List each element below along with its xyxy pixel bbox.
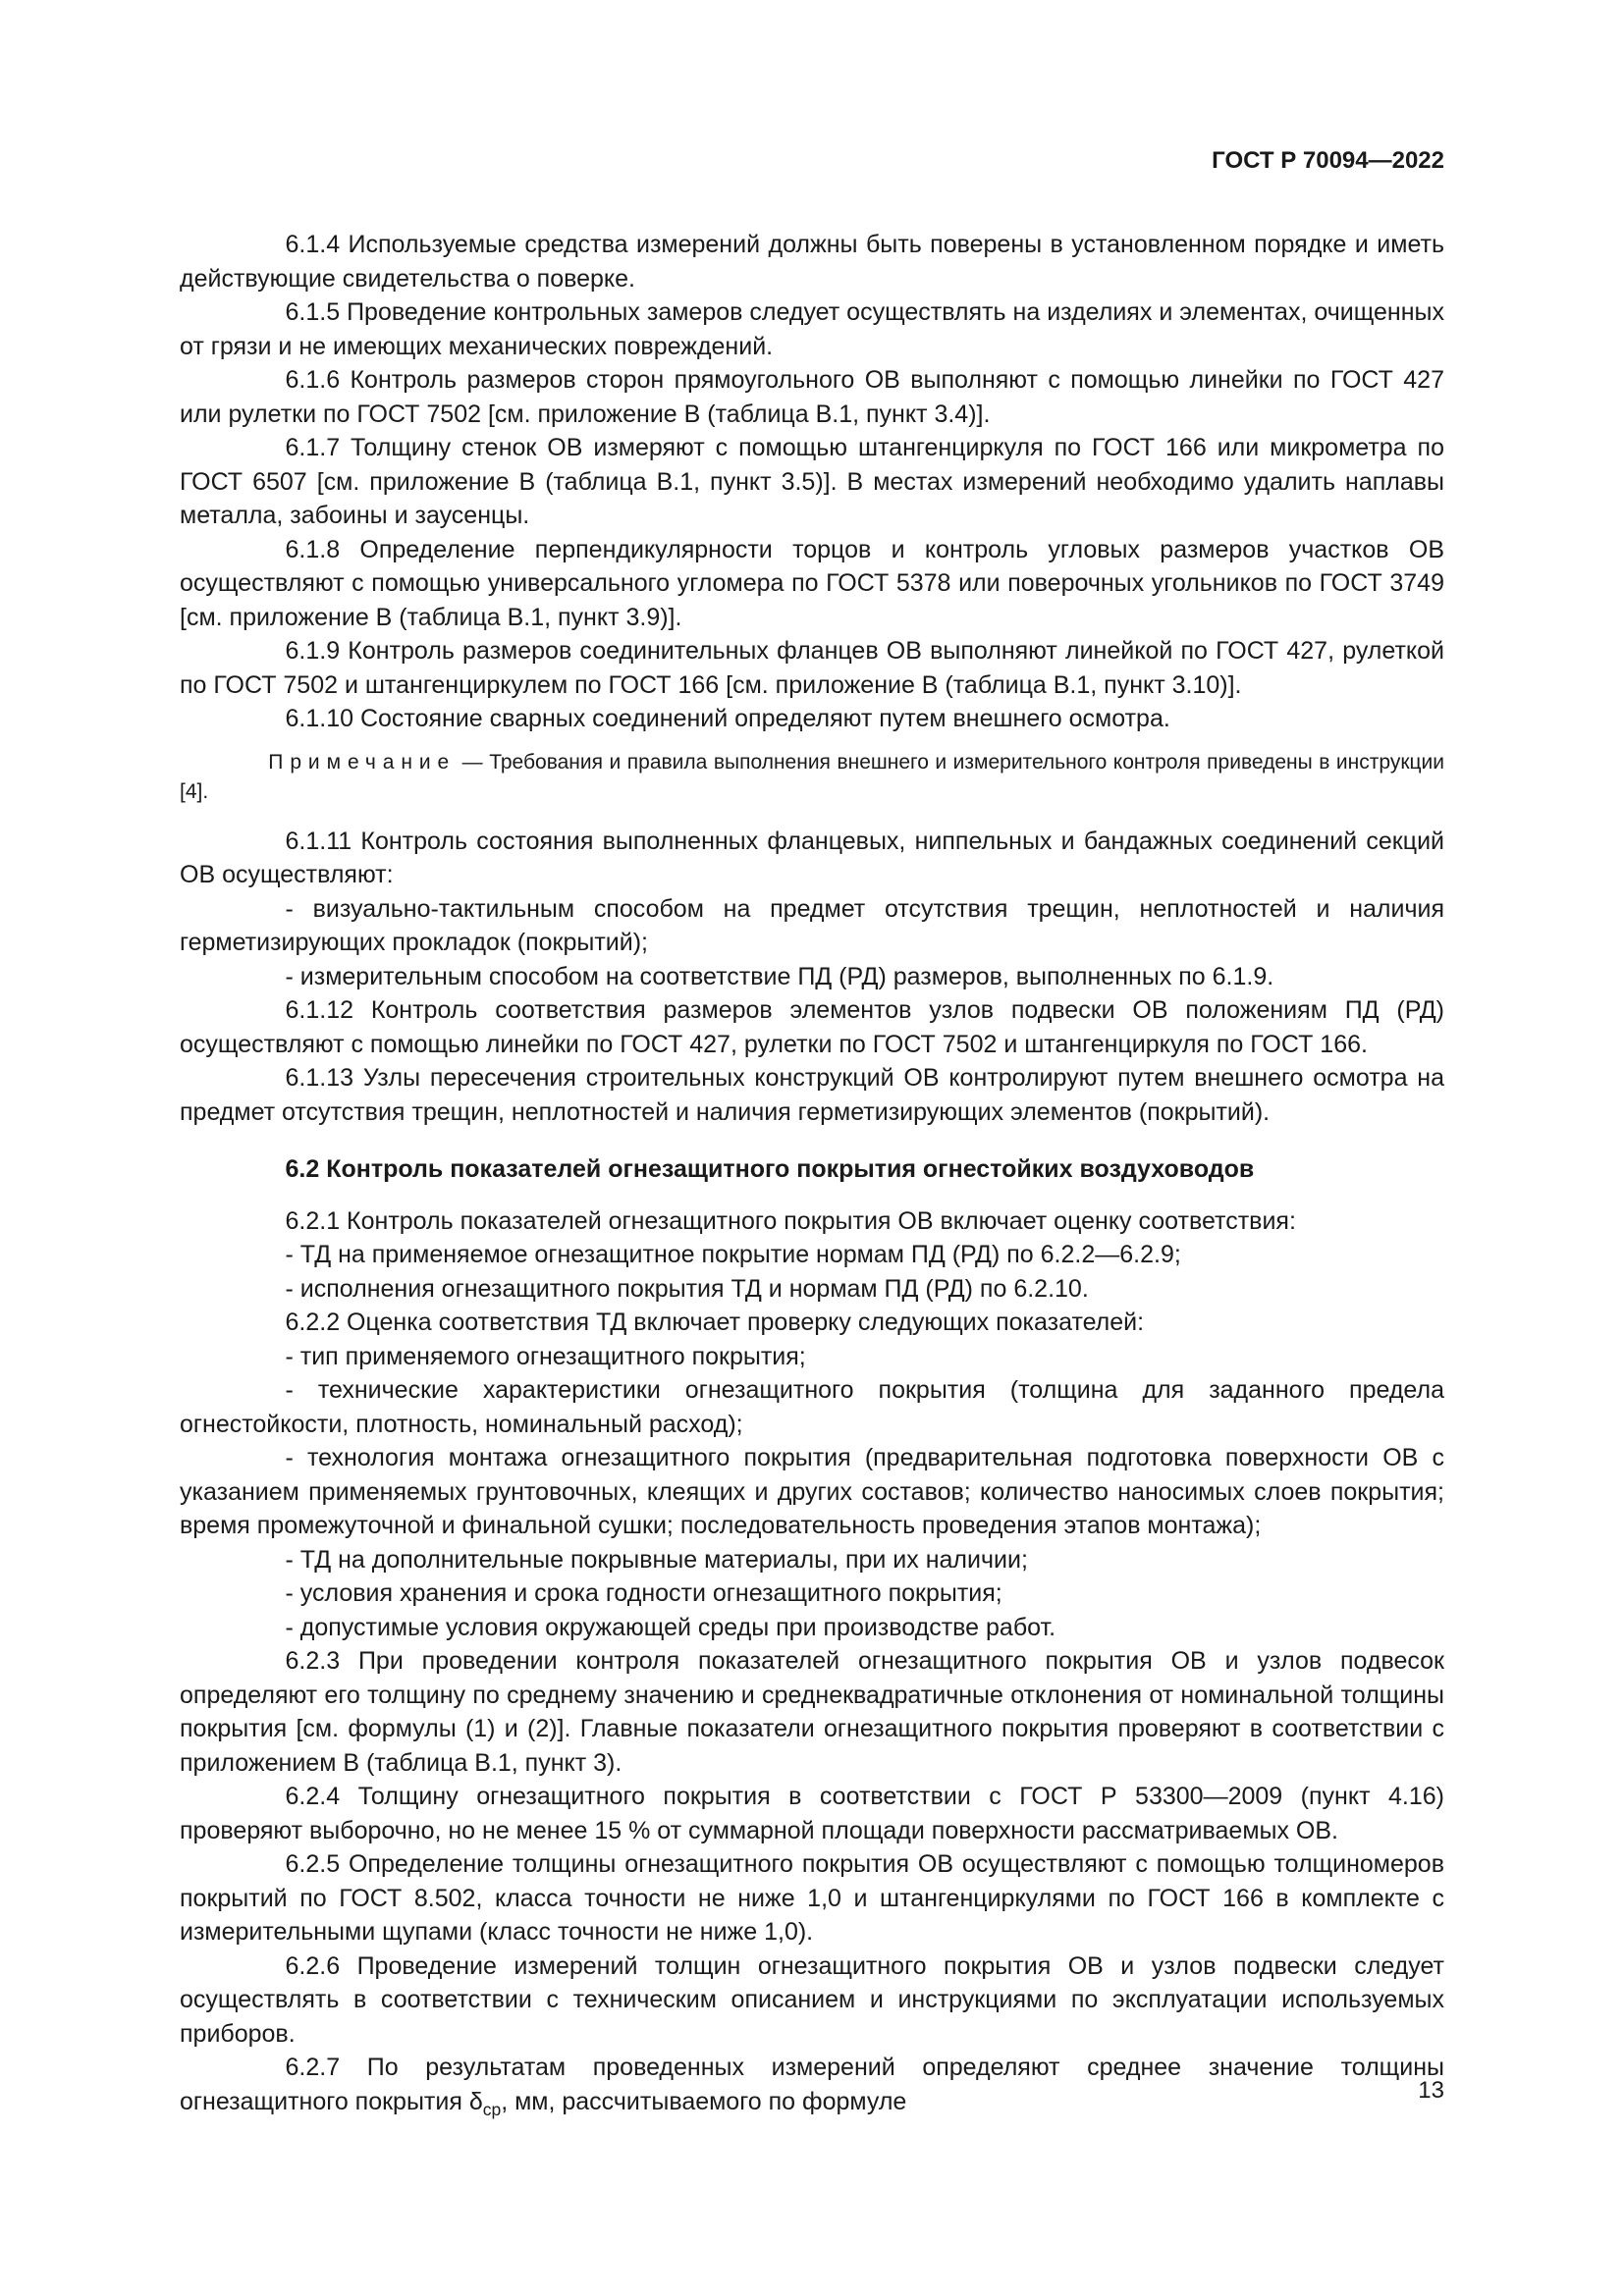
list-item: - ТД на дополнительные покрывные материалы, при их наличии; <box>285 1545 1028 1574</box>
list-item: - тип применяемого огнезащитного покрытия; <box>285 1342 806 1370</box>
list-item: - визуально-тактильным способом на предмет отсутствия трещин, неплотностей и наличия герметизирующих прокладок (покрытий); <box>180 894 1444 956</box>
section-heading: 6.2 Контроль показателей огнезащитного покрытия огнестойких воздуховодов <box>285 1155 1255 1183</box>
paragraph: 6.1.12 Контроль соответствия размеров элементов узлов подвески ОВ положениям ПД (РД) осуществляют с помощью линейки по ГОСТ 427, рулетки по ГОСТ 7502 и штангенциркуля по ГОСТ 166. <box>180 996 1444 1058</box>
document-code-header: ГОСТ Р 70094—2022 <box>1212 147 1444 174</box>
paragraph: 6.1.11 Контроль состояния выполненных фланцевых, ниппельных и бандажных соединений секций ОВ осуществляют: <box>180 827 1444 888</box>
paragraph: 6.2.6 Проведение измерений толщин огнезащитного покрытия ОВ и узлов подвески следует осуществлять в соответствии с техническим описанием и инструкциями по эксплуатации используемых приборов. <box>180 1951 1444 2048</box>
list-item: - ТД на применяемое огнезащитное покрытие нормам ПД (РД) по 6.2.2—6.2.9; <box>285 1241 1181 1268</box>
note-text: — Требования и правила выполнения внешнего и измерительного контроля приведены в инструкции [4]. <box>180 750 1444 803</box>
paragraph-text-before: 6.2.7 По результатам проведенных измерений определяют среднее значение толщины огнезащитного покрытия <box>180 2054 1444 2115</box>
paragraph: 6.2.3 При проведении контроля показателей огнезащитного покрытия ОВ и узлов подвесок определяют его толщину по среднему значению и среднеквадратичные отклонения от номинальной толщины покрытия [см. формулы (1) и (2)]. Главные показатели огнезащитного покрытия проверяют в соответствии с приложением В (таблица В.1, пункт 3). <box>180 1647 1444 1777</box>
paragraph: 6.1.10 Состояние сварных соединений определяют путем внешнего осмотра. <box>285 705 1170 732</box>
paragraph: 6.1.7 Толщину стенок ОВ измеряют с помощью штангенциркуля по ГОСТ 166 или микрометра по ГОСТ 6507 [см. приложение В (таблица В.1, пункт 3.5)]. В местах измерений необходимо удалить наплавы металла, забоины и заусенцы. <box>180 434 1444 529</box>
paragraph: 6.1.13 Узлы пересечения строительных конструкций ОВ контролируют путем внешнего осмотра на предмет отсутствия трещин, неплотностей и наличия герметизирующих элементов (покрытий). <box>180 1064 1444 1126</box>
note-block <box>180 748 1444 807</box>
paragraph: 6.2.5 Определение толщины огнезащитного покрытия ОВ осуществляют с помощью толщиномеров покрытий по ГОСТ 8.502, класса точности не ниже 1,0 и штангенциркулями по ГОСТ 166 в комплекте с измерительными щупами (класс точности не ниже 1,0). <box>180 1850 1444 1946</box>
paragraph: 6.1.5 Проведение контрольных замеров следует осуществлять на изделиях и элементах, очищенных от грязи и не имеющих механических повреждений. <box>180 298 1444 360</box>
paragraph: 6.1.8 Определение перпендикулярности торцов и контроль угловых размеров участков ОВ осуществляют с помощью универсального угломера по ГОСТ 5378 или поверочных угольников по ГОСТ 3749 [см. приложение В (таблица В.1, пункт 3.9)]. <box>180 535 1444 631</box>
paragraph: 6.2.1 Контроль показателей огнезащитного покрытия ОВ включает оценку соответствия: <box>285 1206 1296 1235</box>
list-item: - технология монтажа огнезащитного покрытия (предварительная подготовка поверхности ОВ с указанием применяемых грунтовочных, клеящих и других составов; количество наносимых слоев покрытия; время промежуточной и финальной сушки; последовательность проведения этапов монтажа); <box>180 1444 1444 1539</box>
list-item: - допустимые условия окружающей среды при производстве работ. <box>285 1613 1056 1641</box>
page-number: 13 <box>1418 2077 1444 2104</box>
document-body <box>180 228 1444 2126</box>
paragraph-text-after: , мм, рассчитываемого по формуле <box>501 2087 907 2115</box>
paragraph-6-2-7 <box>180 2051 1444 2126</box>
delta-subscript: ср <box>482 2099 502 2119</box>
paragraph: 6.2.4 Толщину огнезащитного покрытия в соответствии с ГОСТ Р 53300—2009 (пункт 4.16) проверяют выборочно, но не менее 15 % от суммарной площади поверхности рассматриваемых ОВ. <box>180 1783 1444 1844</box>
paragraph: 6.1.6 Контроль размеров сторон прямоугольного ОВ выполняют с помощью линейки по ГОСТ 427 или рулетки по ГОСТ 7502 [см. приложение В (таблица В.1, пункт 3.4)]. <box>180 366 1444 428</box>
list-item: - измерительным способом на соответствие ПД (РД) размеров, выполненных по 6.1.9. <box>285 962 1274 990</box>
note-label: Примечание <box>268 750 457 774</box>
delta-symbol: δ <box>468 2087 483 2115</box>
list-item: - технические характеристики огнезащитного покрытия (толщина для заданного предела огнестойкости, плотность, номинальный расход); <box>180 1376 1444 1438</box>
paragraph: 6.2.2 Оценка соответствия ТД включает проверку следующих показателей: <box>285 1308 1145 1336</box>
list-item: - условия хранения и срока годности огнезащитного покрытия; <box>285 1579 1002 1607</box>
list-item: - исполнения огнезащитного покрытия ТД и нормам ПД (РД) по 6.2.10. <box>285 1274 1089 1303</box>
paragraph: 6.1.4 Используемые средства измерений должны быть поверены в установленном порядке и иметь действующие свидетельства о поверке. <box>180 231 1444 293</box>
paragraph: 6.1.9 Контроль размеров соединительных фланцев ОВ выполняют линейкой по ГОСТ 427, рулеткой по ГОСТ 7502 и штангенциркулем по ГОСТ 166 [см. приложение В (таблица В.1, пункт 3.10)]. <box>180 637 1444 699</box>
